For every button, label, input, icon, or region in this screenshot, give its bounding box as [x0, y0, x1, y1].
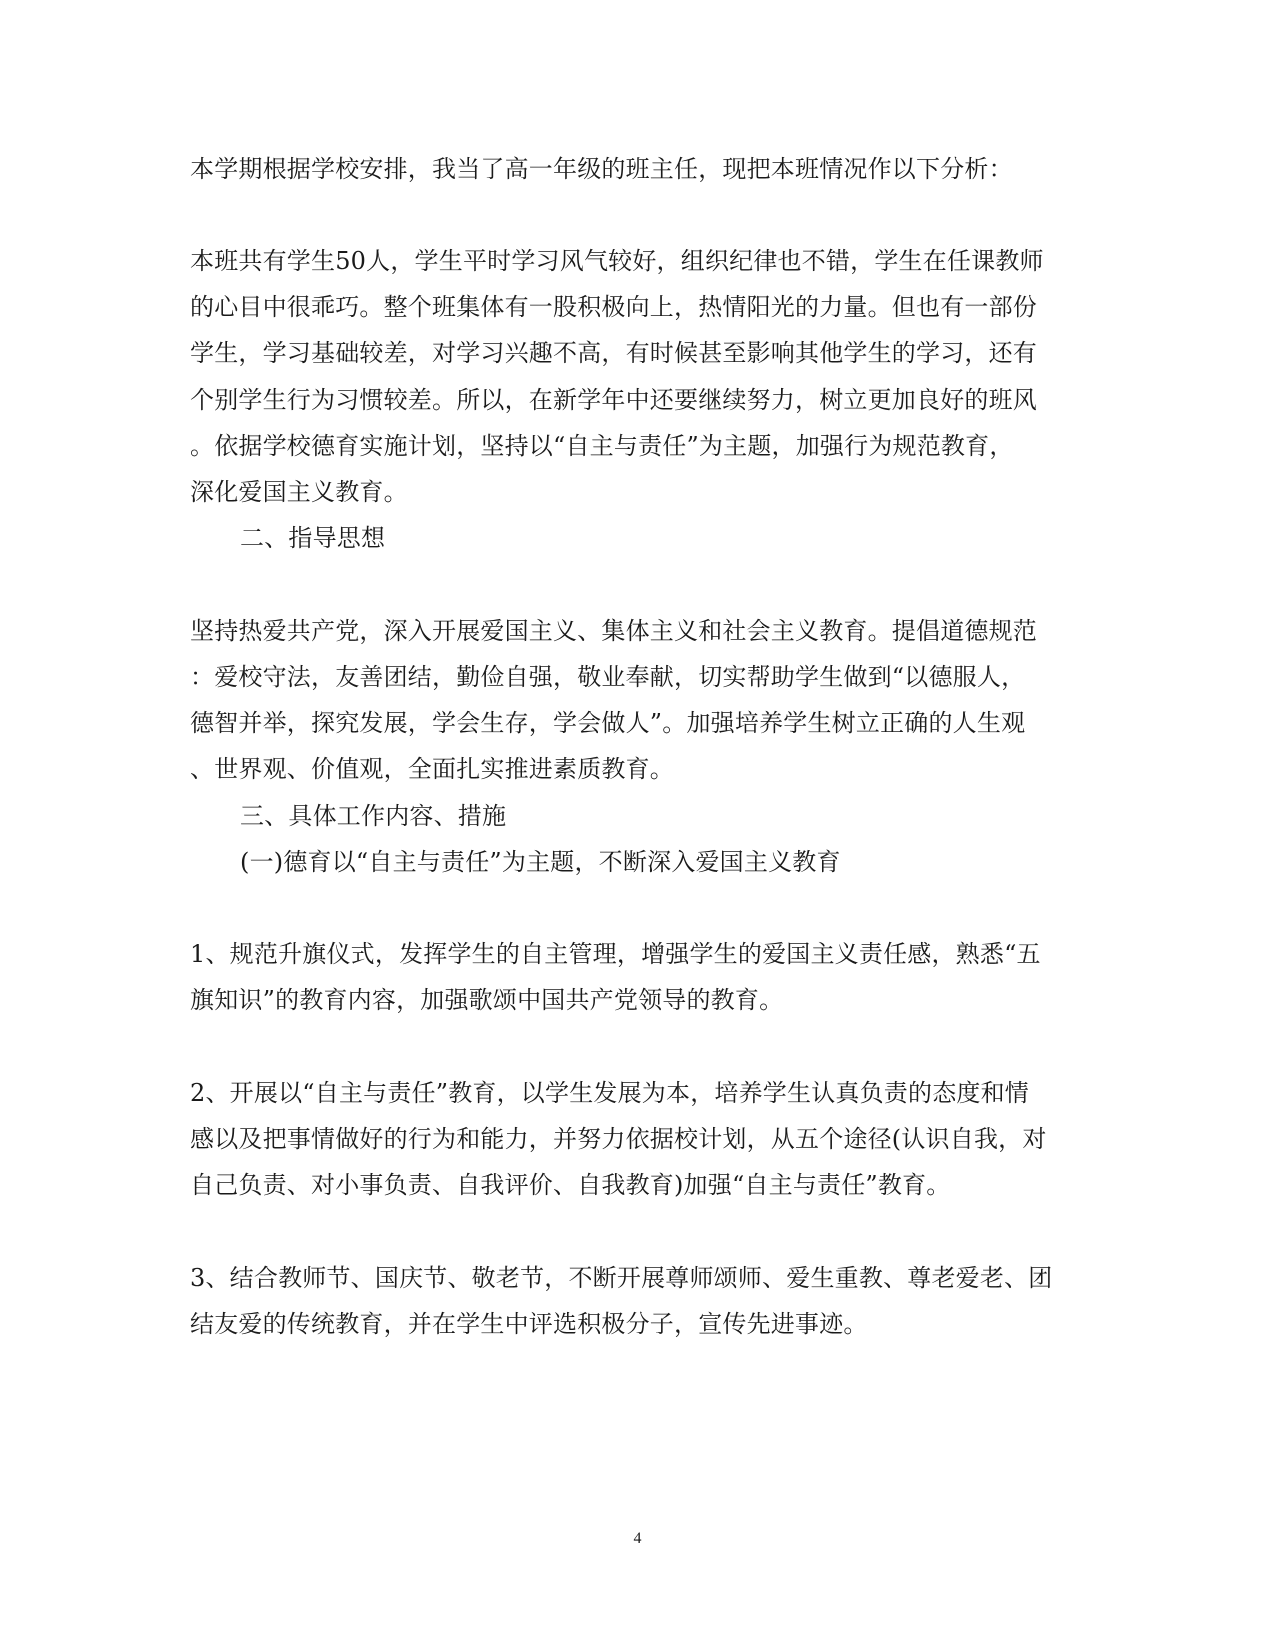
class-analysis-line: 学生，学习基础较差，对学习兴趣不高，有时候甚至影响其他学生的学习，还有	[190, 339, 1037, 367]
class-analysis-line: 个别学生行为习惯较差。所以，在新学年中还要继续努力，树立更加良好的班风	[190, 386, 1037, 414]
item-3-line: 结友爱的传统教育，并在学生中评选积极分子，宣传先进事迹。	[190, 1310, 868, 1338]
section-heading-work-content: 三、具体工作内容、措施	[240, 802, 507, 830]
class-analysis-line: 。依据学校德育实施计划，坚持以“自主与责任”为主题，加强行为规范教育，	[190, 432, 1014, 460]
page-number: 4	[633, 1530, 642, 1547]
guiding-thought-line: 坚持热爱共产党，深入开展爱国主义、集体主义和社会主义教育。提倡道德规范	[190, 617, 1037, 645]
guiding-thought-line: 德智并举，探究发展，学会生存，学会做人”。加强培养学生树立正确的人生观	[190, 709, 1026, 737]
item-2-line: 自己负责、对小事负责、自我评价、自我教育)加强“自主与责任”教育。	[190, 1171, 951, 1199]
class-analysis-line: 本班共有学生50人，学生平时学习风气较好，组织纪律也不错，学生在任课教师	[190, 247, 1044, 275]
item-2-line: 感以及把事情做好的行为和能力，并努力依据校计划，从五个途径(认识自我，对	[190, 1125, 1047, 1153]
section-heading-guiding-thought: 二、指导思想	[240, 524, 386, 552]
item-1-line: 1、规范升旗仪式，发挥学生的自主管理，增强学生的爱国主义责任感，熟悉“五	[190, 940, 1041, 968]
item-2-line: 2、开展以“自主与责任”教育，以学生发展为本，培养学生认真负责的态度和情	[190, 1079, 1030, 1107]
guiding-thought-line: 、世界观、价值观，全面扎实推进素质教育。	[190, 755, 674, 783]
subsection-heading-moral-education: (一)德育以“自主与责任”为主题，不断深入爱国主义教育	[240, 848, 841, 876]
item-1-line: 旗知识”的教育内容，加强歌颂中国共产党领导的教育。	[190, 986, 784, 1014]
guiding-thought-line: ：爱校守法，友善团结，勤俭自强，敬业奉献，切实帮助学生做到“以德服人，	[190, 663, 1026, 691]
intro-paragraph-line: 本学期根据学校安排，我当了高一年级的班主任，现把本班情况作以下分析：	[190, 155, 1013, 183]
item-3-line: 3、结合教师节、国庆节、敬老节，不断开展尊师颂师、爱生重教、尊老爱老、团	[190, 1264, 1053, 1292]
class-analysis-line: 的心目中很乖巧。整个班集体有一股积极向上，热情阳光的力量。但也有一部份	[190, 293, 1037, 321]
class-analysis-line: 深化爱国主义教育。	[190, 478, 408, 506]
